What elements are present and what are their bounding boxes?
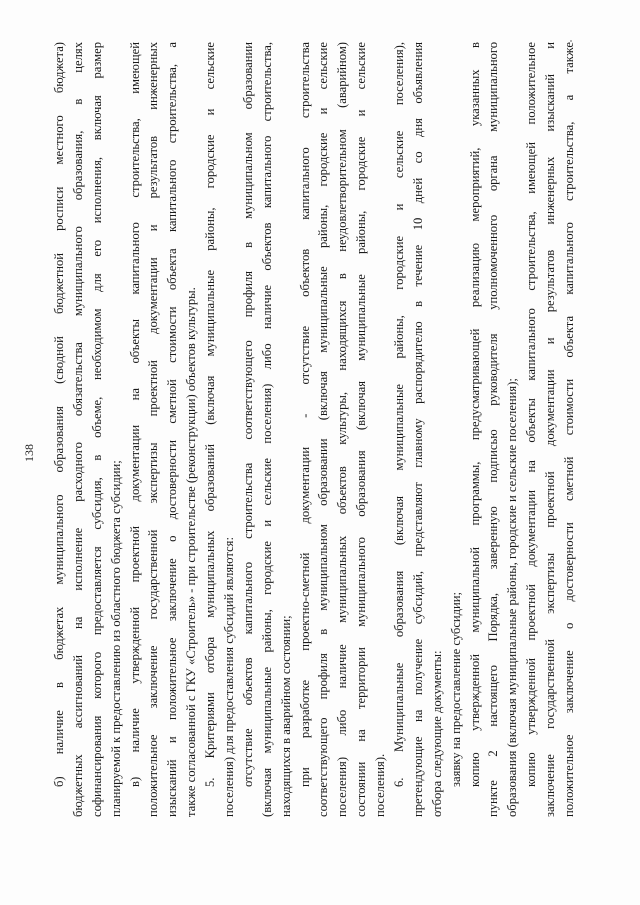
text-line: софинансирования которого предоставляется субсидия, в объеме, необходимом для его исполнения, включая размер [89, 42, 104, 817]
text-line: копию утвержденной проектной документации на объекты капитального строительства, имеющей положительное [524, 42, 539, 787]
text-line: заявку на предоставление субсидии; [448, 591, 463, 787]
text-line: состоянии на территории муниципального образования (включая муниципальные районы, городские и сельские [354, 42, 369, 817]
text-line: б) наличие в бюджетах муниципального образования (сводной бюджетной росписи местного бюджета) [52, 42, 66, 787]
page-number: 138 [22, 444, 36, 462]
text-line: поселения). [373, 753, 388, 817]
text-line: отбора следующие документы: [429, 650, 444, 817]
text-line: в) наличие утвержденной проектной документации на объекты капитального строительства, имеющей [127, 42, 142, 787]
text-line: пункте 2 настоящего Порядка, заверенную подписью руководителя уполномоченного органа муниципального [486, 42, 501, 817]
text-line: соответствующего профиля в муниципальном образовании (включая муниципальные районы, городские и сельские [316, 42, 331, 817]
text-line: поселения) для предоставления субсидий являются: [222, 537, 237, 817]
text-line: при разработке проектно-сметной документации - отсутствие объектов капитального строительства [297, 42, 312, 787]
body-text [50, 42, 624, 817]
text-line: отсутствие объектов капитального строительства соответствующего профиля в муниципальном образовании [240, 42, 255, 787]
text-line: 5. Критериями отбора муниципальных образований (включая муниципальные районы, городские и сельские [203, 42, 218, 787]
text-line: образования (включая муниципальные районы, городские и сельские поселения); [505, 378, 520, 817]
text-line: планируемой к предоставлению из областного бюджета субсидии; [108, 460, 123, 817]
text-line: положительное заключение о достоверности сметной стоимости объекта капитального строительства, а также [562, 42, 577, 817]
text-line: находящихся в аварийном состоянии; [278, 615, 293, 817]
text-line: претендующие на получение субсидий, представляют главному распорядителю в течение 10 дней со дня объявления [410, 42, 425, 817]
text-line: изысканий и положительное заключение о достоверности сметной стоимости объекта капитального строительства, а [165, 42, 180, 817]
text-line: 6. Муниципальные образования (включая муниципальные районы, городские и сельские поселения), [392, 42, 407, 787]
text-line: (включая муниципальные районы, городские и сельские поселения) либо наличие объектов капитального строительства, [259, 42, 274, 817]
text-line: положительное заключение государственной экспертизы проектной документации и результатов инженерных [146, 42, 161, 817]
text-line: поселения) либо наличие муниципальных объектов культуры, находящихся в неудовлетворительном (аварийном) [335, 42, 350, 817]
text-line: копию утвержденной муниципальной программы, предусматривающей реализацию мероприятий, указанных в [467, 42, 482, 787]
text-line: бюджетных ассигнований на исполнение расходного обязательства муниципального образования, в целях [70, 42, 85, 817]
text-line: заключение государственной экспертизы проектной документации и результатов инженерных изысканий и [543, 42, 558, 817]
text-line: также согласованной с ГКУ «Строитель» - при строительстве (реконструкции) объектов культуры. [184, 287, 199, 817]
